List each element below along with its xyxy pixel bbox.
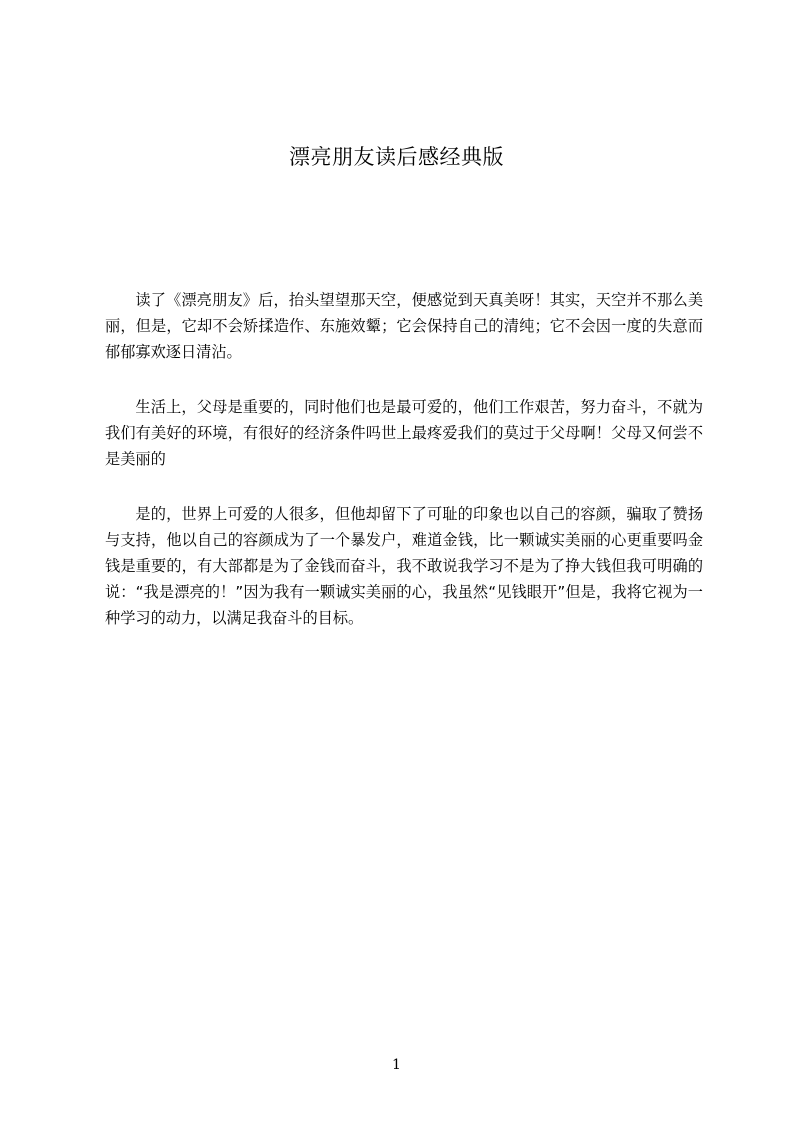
paragraph-1: 读了《漂亮朋友》后，抬头望望那天空，便感觉到天真美呀！其实，天空并不那么美丽，但是，它却不会矫揉造作、东施效颦；它会保持自己的清纯；它不会因一度的失意而郁郁寡欢逐日清沾。 — [105, 291, 703, 361]
paragraph-2: 生活上，父母是重要的，同时他们也是最可爱的，他们工作艰苦，努力奋斗，不就为我们有美好的环境，有很好的经济条件吗世上最疼爱我们的莫过于父母啊！父母又何尝不是美丽的 — [105, 398, 703, 468]
paragraph-3: 是的，世界上可爱的人很多，但他却留下了可耻的印象也以自己的容颜，骗取了赞扬与支持，他以自己的容颜成为了一个暴发户，难道金钱，比一颗诚实美丽的心更重要吗金钱是重要的，有大部都是为了金钱而奋斗，我不敢说我学习不是为了挣大钱但我可明确的说：“我是漂亮的！”因为我有一颗诚实美丽的心，我虽然“见钱眼开”但是，我将它视为一种学习的动力，以满足我奋斗的目标。 — [105, 505, 703, 627]
page-number: 1 — [392, 1057, 401, 1073]
document-title: 漂亮朋友读后感经典版 — [289, 145, 504, 169]
document-body — [105, 287, 703, 660]
